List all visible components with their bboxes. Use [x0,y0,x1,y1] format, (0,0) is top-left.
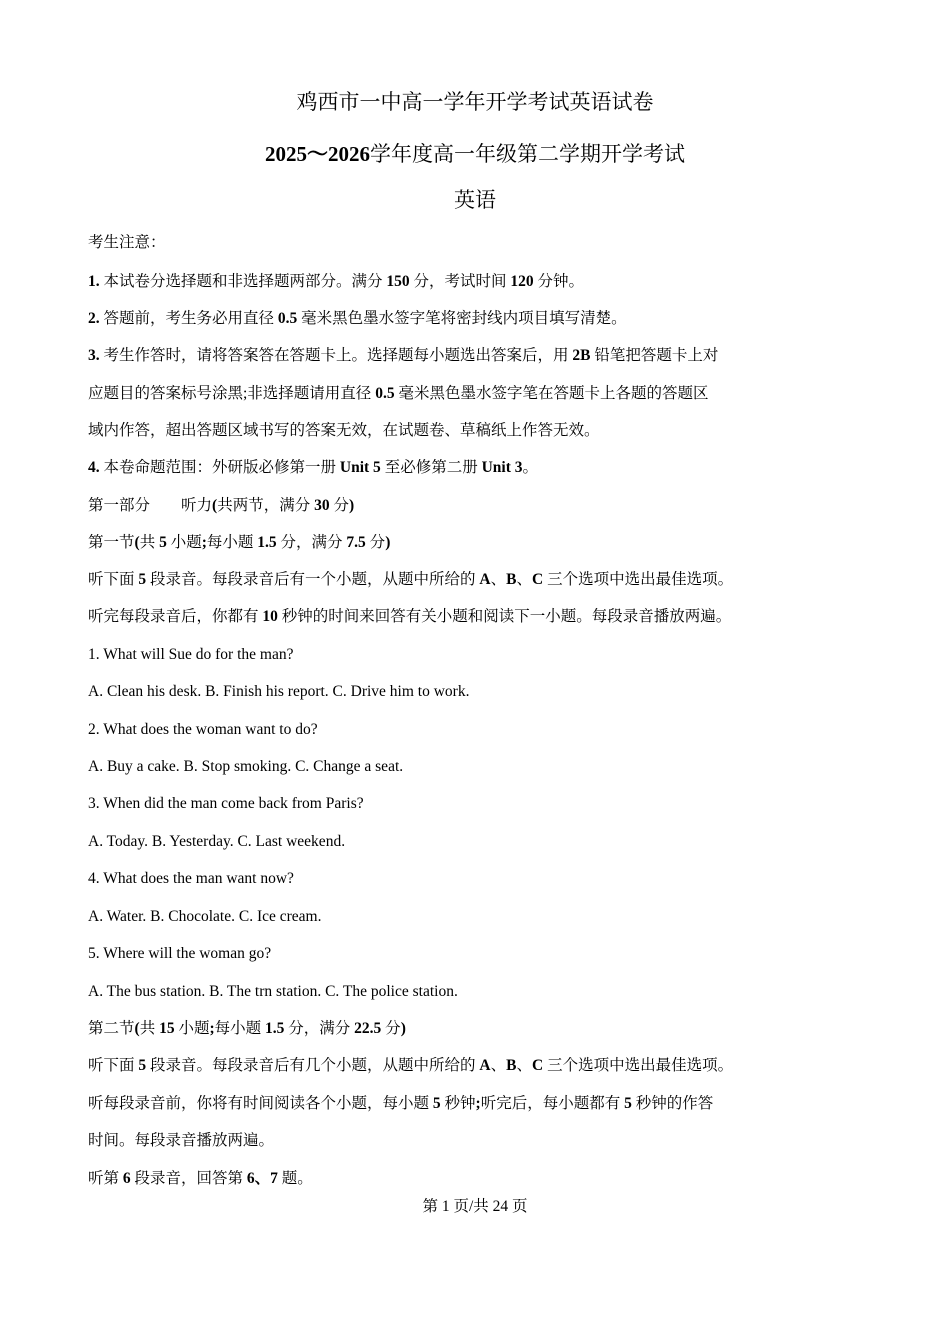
question-3: 3. When did the man come back from Paris? [88,795,364,812]
section-2-instruction-2: 听每段录音前，你将有时间阅读各个小题，每小题 5 秒钟;听完后，每小题都有 5 秒钟的作答 [88,1095,714,1112]
notice-item-3-line-3: 域内作答，超出答题区域书写的答案无效，在试题卷、草稿纸上作答无效。 [88,422,600,439]
question-4: 4. What does the man want now? [88,870,294,887]
section-1-instruction-2: 听完每段录音后，你都有 10 秒钟的时间来回答有关小题和阅读下一小题。每段录音播放两遍。 [88,608,732,625]
term-title: 2025～2026学年度高一年级第二学期开学考试 [265,142,685,166]
question-3-options: A. Today. B. Yesterday. C. Last weekend. [88,833,346,850]
notice-item-3: 3. 考生作答时，请将答案答在答题卡上。选择题每小题选出答案后，用 2B 铅笔把答题卡上对 [88,347,719,364]
section-1-instruction-1: 听下面 5 段录音。每段录音后有一个小题，从题中所给的 A、B、C 三个选项中选出最佳选项。 [88,571,734,588]
question-5: 5. Where will the woman go? [88,945,272,962]
section-2-instruction-4: 听第 6 段录音，回答第 6、7 题。 [88,1170,313,1187]
question-2: 2. What does the woman want to do? [88,721,318,738]
section-2-instruction-1: 听下面 5 段录音。每段录音后有几个小题，从题中所给的 A、B、C 三个选项中选出最佳选项。 [88,1057,734,1074]
notice-item-3-line-2: 应题目的答案标号涂黑;非选择题请用直径 0.5 毫米黑色墨水签字笔在答题卡上各题的答题区 [88,385,709,402]
notice-item-4: 4. 本卷命题范围：外研版必修第一册 Unit 5 至必修第二册 Unit 3。 [88,459,539,476]
section-2-instruction-3: 时间。每段录音播放两遍。 [88,1132,275,1149]
page-footer: 第 1 页/共 24 页 [422,1198,528,1215]
question-5-options: A. The bus station. B. The trn station. C. The police station. [88,983,458,1000]
question-1-options: A. Clean his desk. B. Finish his report. C. Drive him to work. [88,683,470,700]
part-1-heading: 第一部分 听力(共两节，满分 30 分) [88,497,355,514]
question-1: 1. What will Sue do for the man? [88,646,294,663]
notice-item-1: 1. 本试卷分选择题和非选择题两部分。满分 150 分，考试时间 120 分钟。 [88,273,585,290]
question-4-options: A. Water. B. Chocolate. C. Ice cream. [88,908,322,925]
notice-heading: 考生注意： [88,234,166,251]
school-title: 鸡西市一中高一学年开学考试英语试卷 [296,90,654,114]
section-1-heading: 第一节(共 5 小题;每小题 1.5 分，满分 7.5 分) [88,534,391,551]
section-2-heading: 第二节(共 15 小题;每小题 1.5 分，满分 22.5 分) [88,1020,406,1037]
notice-item-2: 2. 答题前，考生务必用直径 0.5 毫米黑色墨水签字笔将密封线内项目填写清楚。 [88,310,627,327]
question-2-options: A. Buy a cake. B. Stop smoking. C. Change a seat. [88,758,404,775]
subject-title: 英语 [454,188,496,212]
